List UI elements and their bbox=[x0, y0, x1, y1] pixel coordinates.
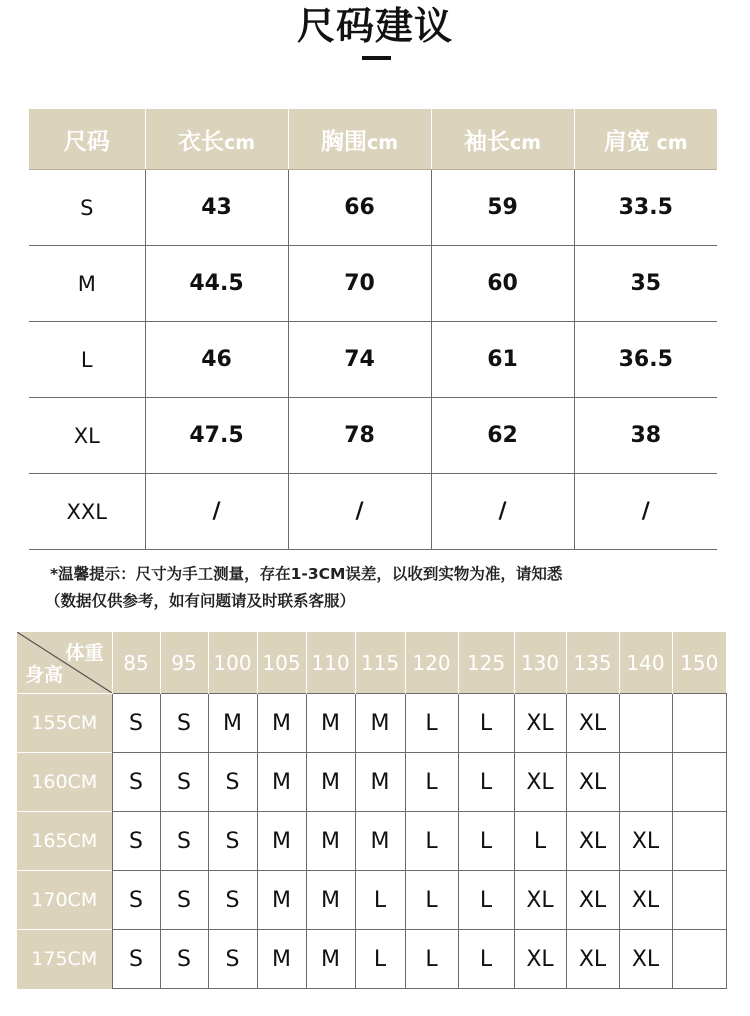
recommended-size-cell: L bbox=[405, 694, 458, 753]
recommended-size-cell: M bbox=[306, 930, 355, 989]
measurement-cell: / bbox=[145, 474, 288, 550]
measurement-cell: 70 bbox=[288, 246, 431, 322]
header-chest: 胸围cm bbox=[288, 109, 431, 170]
recommended-size-cell: S bbox=[160, 812, 208, 871]
recommended-size-cell: L bbox=[405, 812, 458, 871]
size-label-cell: L bbox=[29, 322, 145, 398]
measurement-cell: 47.5 bbox=[145, 398, 288, 474]
measurement-cell: 78 bbox=[288, 398, 431, 474]
weight-header-cell: 95 bbox=[160, 632, 208, 694]
measurement-cell: 59 bbox=[431, 170, 574, 246]
measurement-cell: / bbox=[431, 474, 574, 550]
measurement-cell: 38 bbox=[574, 398, 717, 474]
recommended-size-cell bbox=[619, 753, 672, 812]
recommended-size-cell: M bbox=[257, 753, 306, 812]
weight-header-cell: 115 bbox=[355, 632, 405, 694]
size-table-header bbox=[29, 109, 717, 170]
recommended-size-cell: M bbox=[306, 871, 355, 930]
recommended-size-cell: S bbox=[160, 871, 208, 930]
recommended-size-cell: L bbox=[405, 871, 458, 930]
size-row bbox=[29, 398, 717, 474]
recommended-size-cell: M bbox=[355, 694, 405, 753]
weight-header-cell: 85 bbox=[112, 632, 160, 694]
recommended-size-cell: S bbox=[160, 694, 208, 753]
recommended-size-cell: M bbox=[257, 871, 306, 930]
height-row bbox=[17, 871, 726, 930]
height-label-cell: 170CM bbox=[17, 871, 112, 930]
weight-header-cell: 130 bbox=[514, 632, 566, 694]
recommended-size-cell: M bbox=[208, 694, 257, 753]
corner-height-label: 身高 bbox=[25, 664, 64, 686]
recommended-size-cell: M bbox=[257, 812, 306, 871]
recommended-size-cell: XL bbox=[619, 930, 672, 989]
recommended-size-cell: S bbox=[208, 930, 257, 989]
recommended-size-cell bbox=[672, 871, 726, 930]
size-label-cell: XL bbox=[29, 398, 145, 474]
height-label-cell: 175CM bbox=[17, 930, 112, 989]
recommended-size-cell: M bbox=[306, 812, 355, 871]
recommended-size-cell: L bbox=[355, 930, 405, 989]
measurement-cell: / bbox=[574, 474, 717, 550]
height-label-cell: 165CM bbox=[17, 812, 112, 871]
weight-header-cell: 140 bbox=[619, 632, 672, 694]
recommended-size-cell: XL bbox=[566, 812, 619, 871]
recommended-size-cell: XL bbox=[566, 694, 619, 753]
size-table bbox=[29, 109, 717, 550]
height-row bbox=[17, 694, 726, 753]
header-length: 衣长cm bbox=[145, 109, 288, 170]
recommended-size-cell: L bbox=[458, 753, 514, 812]
recommended-size-cell: L bbox=[405, 753, 458, 812]
height-row bbox=[17, 753, 726, 812]
recommended-size-cell: XL bbox=[514, 930, 566, 989]
header-shoulder: 肩宽 cm bbox=[574, 109, 717, 170]
recommended-size-cell: M bbox=[355, 812, 405, 871]
recommended-size-cell: S bbox=[112, 871, 160, 930]
size-row bbox=[29, 322, 717, 398]
weight-header-cell: 100 bbox=[208, 632, 257, 694]
height-row bbox=[17, 930, 726, 989]
recommended-size-cell: M bbox=[306, 753, 355, 812]
recommended-size-cell: M bbox=[257, 694, 306, 753]
header-size: 尺码 bbox=[29, 109, 145, 170]
recommended-size-cell: XL bbox=[514, 753, 566, 812]
measurement-cell: / bbox=[288, 474, 431, 550]
measurement-cell: 74 bbox=[288, 322, 431, 398]
recommended-size-cell: S bbox=[160, 930, 208, 989]
weight-header-cell: 110 bbox=[306, 632, 355, 694]
recommended-size-cell bbox=[672, 812, 726, 871]
header-sleeve: 袖长cm bbox=[431, 109, 574, 170]
recommended-size-cell: S bbox=[160, 753, 208, 812]
weight-header-cell: 125 bbox=[458, 632, 514, 694]
measurement-cell: 43 bbox=[145, 170, 288, 246]
measurement-cell: 61 bbox=[431, 322, 574, 398]
recommended-size-cell: XL bbox=[619, 812, 672, 871]
recommended-size-cell: M bbox=[306, 694, 355, 753]
recommended-size-cell: M bbox=[355, 753, 405, 812]
recommended-size-cell: XL bbox=[514, 871, 566, 930]
measurement-cell: 46 bbox=[145, 322, 288, 398]
height-label-cell: 160CM bbox=[17, 753, 112, 812]
size-row bbox=[29, 170, 717, 246]
recommended-size-cell: S bbox=[112, 812, 160, 871]
size-row bbox=[29, 474, 717, 550]
measurement-cell: 44.5 bbox=[145, 246, 288, 322]
note-tip: *温馨提示：尺寸为手工测量，存在1-3CM误差，以收到实物为准，请知悉 bbox=[50, 565, 563, 583]
recommended-size-cell: S bbox=[208, 871, 257, 930]
weight-header-row bbox=[17, 632, 726, 694]
weight-header-cell: 150 bbox=[672, 632, 726, 694]
measurement-cell: 35 bbox=[574, 246, 717, 322]
recommended-size-cell: L bbox=[458, 812, 514, 871]
recommended-size-cell: S bbox=[208, 753, 257, 812]
height-row bbox=[17, 812, 726, 871]
recommended-size-cell: L bbox=[514, 812, 566, 871]
recommended-size-cell bbox=[672, 753, 726, 812]
recommended-size-cell bbox=[619, 694, 672, 753]
recommended-size-cell: L bbox=[405, 930, 458, 989]
size-label-cell: XXL bbox=[29, 474, 145, 550]
title-underline bbox=[362, 56, 391, 60]
recommended-size-cell: L bbox=[458, 694, 514, 753]
recommended-size-cell: S bbox=[208, 812, 257, 871]
recommended-size-cell: XL bbox=[566, 871, 619, 930]
height-label-cell: 155CM bbox=[17, 694, 112, 753]
weight-header-cell: 135 bbox=[566, 632, 619, 694]
recommended-size-cell: S bbox=[112, 930, 160, 989]
size-row bbox=[29, 246, 717, 322]
corner-weight-label: 体重 bbox=[65, 642, 104, 664]
recommended-size-cell bbox=[672, 694, 726, 753]
recommended-size-cell: M bbox=[257, 930, 306, 989]
recommended-size-cell: S bbox=[112, 694, 160, 753]
weight-height-table bbox=[17, 632, 727, 989]
corner-cell bbox=[17, 632, 112, 694]
recommended-size-cell: XL bbox=[566, 753, 619, 812]
page-title: 尺码建议 bbox=[296, 4, 453, 48]
weight-header-cell: 105 bbox=[257, 632, 306, 694]
recommended-size-cell: L bbox=[458, 930, 514, 989]
recommended-size-cell: XL bbox=[514, 694, 566, 753]
measurement-cell: 33.5 bbox=[574, 170, 717, 246]
note-reference: （数据仅供参考，如有问题请及时联系客服） bbox=[45, 592, 356, 610]
size-label-cell: S bbox=[29, 170, 145, 246]
measurement-cell: 62 bbox=[431, 398, 574, 474]
recommended-size-cell: L bbox=[458, 871, 514, 930]
measurement-cell: 60 bbox=[431, 246, 574, 322]
measurement-cell: 36.5 bbox=[574, 322, 717, 398]
recommended-size-cell: L bbox=[355, 871, 405, 930]
weight-header-cell: 120 bbox=[405, 632, 458, 694]
recommended-size-cell: S bbox=[112, 753, 160, 812]
measurement-cell: 66 bbox=[288, 170, 431, 246]
recommended-size-cell bbox=[672, 930, 726, 989]
recommended-size-cell: XL bbox=[619, 871, 672, 930]
size-label-cell: M bbox=[29, 246, 145, 322]
recommended-size-cell: XL bbox=[566, 930, 619, 989]
